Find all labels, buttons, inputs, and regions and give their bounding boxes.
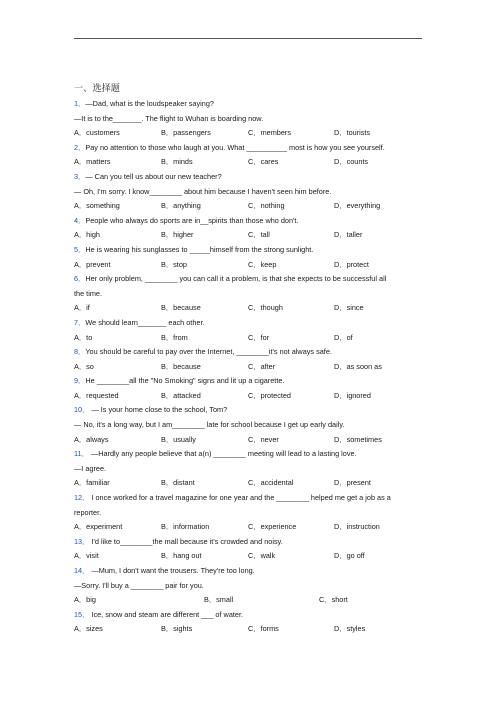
question-text-line xyxy=(74,141,424,156)
question-item xyxy=(74,170,424,214)
option-c[interactable]: C．protected xyxy=(248,390,291,400)
options-row xyxy=(74,126,424,141)
question-number: 6． xyxy=(74,274,86,284)
question-number: 10． xyxy=(74,405,90,415)
options-row xyxy=(74,520,424,535)
option-c[interactable]: C．accidental xyxy=(248,478,294,488)
option-a[interactable]: A．experiment xyxy=(74,522,123,532)
dialogue-line: —Sorry. I'll buy a ________ pair for you. xyxy=(74,580,204,590)
option-d[interactable]: D．styles xyxy=(334,624,366,634)
option-b[interactable]: B．information xyxy=(161,522,210,532)
options-row xyxy=(74,155,424,170)
option-c[interactable]: C．nothing xyxy=(248,201,285,211)
option-d[interactable]: D．counts xyxy=(334,157,369,167)
question-item xyxy=(74,141,424,170)
option-a[interactable]: A．always xyxy=(74,434,109,444)
question-number: 2． xyxy=(74,142,86,152)
option-a[interactable]: A．so xyxy=(74,361,94,371)
option-c[interactable]: C．cares xyxy=(248,157,279,167)
option-b[interactable]: B．stop xyxy=(161,259,187,269)
option-a[interactable]: A．familiar xyxy=(74,478,110,488)
question-number: 1． xyxy=(74,99,86,108)
question-item xyxy=(74,403,424,447)
option-a[interactable]: A．matters xyxy=(74,157,111,167)
question-stem: People who always do sports are in__spirits than those who don't. xyxy=(85,215,299,225)
question-text-line xyxy=(74,491,424,506)
option-b[interactable]: B．small xyxy=(204,595,234,605)
option-a[interactable]: A．requested xyxy=(74,390,119,400)
option-a[interactable]: A．something xyxy=(74,201,120,211)
option-a[interactable]: A．customers xyxy=(74,128,120,138)
option-d[interactable]: D．of xyxy=(334,332,353,342)
question-number: 14． xyxy=(74,566,90,575)
question-stem: He ________all the "No Smoking" signs and lit up a cigarette. xyxy=(85,376,285,386)
question-text-line xyxy=(74,272,424,287)
question-stem: —Dad, what is the loudspeaker saying? xyxy=(85,99,214,108)
question-item xyxy=(74,345,424,374)
question-stem: reporter. xyxy=(74,507,102,517)
option-d[interactable]: D．protect xyxy=(334,259,369,269)
options-row xyxy=(74,433,424,448)
option-d[interactable]: D．sometimes xyxy=(334,434,382,444)
question-stem: You should be careful to pay over the Internet, ________it's not always safe. xyxy=(85,347,332,357)
option-c[interactable]: C．short xyxy=(319,595,348,605)
question-number: 13． xyxy=(74,536,90,546)
options-row xyxy=(74,389,424,404)
question-item xyxy=(74,491,424,535)
question-number: 11． xyxy=(74,449,89,459)
option-d[interactable]: D．since xyxy=(334,303,364,313)
option-c[interactable]: C．never xyxy=(248,434,279,444)
options-row xyxy=(74,593,424,608)
question-stem: Ice, snow and steam are different ___ of water. xyxy=(89,609,244,619)
question-item xyxy=(74,97,424,141)
question-stem: — Is your home close to the school, Tom? xyxy=(89,405,228,415)
question-number: 4． xyxy=(74,215,86,225)
question-item xyxy=(74,272,424,316)
question-text-line xyxy=(74,374,424,389)
options-row xyxy=(74,258,424,273)
question-stem: Pay no attention to those who laugh at you. What __________ most is how you see yourself. xyxy=(85,142,385,152)
option-a[interactable]: A．prevent xyxy=(74,259,111,269)
question-text-line xyxy=(74,345,424,360)
option-d[interactable]: D．as soon as xyxy=(334,361,382,371)
option-c[interactable]: C．members xyxy=(248,128,291,138)
dialogue-line: — Oh, I'm sorry. I know________ about him because I haven't seen him before. xyxy=(74,186,332,196)
options-row xyxy=(74,228,424,243)
question-stem: He is wearing his sunglasses to _____himself from the strong sunlight. xyxy=(85,244,314,254)
question-item xyxy=(74,608,424,637)
option-b[interactable]: B．because xyxy=(161,361,201,371)
question-text-line xyxy=(74,564,424,579)
option-b[interactable]: B．attacked xyxy=(161,390,201,400)
option-d[interactable]: D．go off xyxy=(334,551,365,561)
option-c[interactable]: C．though xyxy=(248,303,283,313)
question-text-line xyxy=(74,287,424,302)
option-b[interactable]: B．usually xyxy=(161,434,196,444)
question-item xyxy=(74,243,424,272)
option-c[interactable]: C．forms xyxy=(248,624,279,634)
question-text-line xyxy=(74,243,424,258)
question-text-line xyxy=(74,403,424,418)
option-d[interactable]: D．ignored xyxy=(334,390,371,400)
question-stem: — Can you tell us about our new teacher? xyxy=(85,171,222,181)
dialogue-line: —It is to the_______. The flight to Wuhan is boarding now. xyxy=(74,113,264,123)
question-number: 8． xyxy=(74,347,86,357)
question-number: 5． xyxy=(74,244,86,254)
question-item xyxy=(74,316,424,345)
question-stem: —Mum, I don't want the trousers. They're too long. xyxy=(89,566,255,575)
option-d[interactable]: D．present xyxy=(334,478,371,488)
option-d[interactable]: D．taller xyxy=(334,230,363,240)
question-item xyxy=(74,447,424,491)
options-row xyxy=(74,476,424,491)
question-item xyxy=(74,535,424,564)
option-c[interactable]: C．walk xyxy=(248,551,276,561)
question-stem: I'd like to________the mall because it's crowded and noisy. xyxy=(89,536,283,546)
question-stem: —Hardly any people believe that a(n) ________ meeting will lead to a lasting love. xyxy=(88,449,357,459)
question-item xyxy=(74,374,424,403)
question-text-line xyxy=(74,608,424,623)
question-stem: I once worked for a travel magazine for one year and the ________ helped me get a job as a xyxy=(89,493,391,503)
option-b[interactable]: B．passengers xyxy=(161,128,211,138)
option-b[interactable]: B．higher xyxy=(161,230,194,240)
question-number: 12． xyxy=(74,493,90,503)
option-c[interactable]: C．for xyxy=(248,332,270,342)
question-stem: We should learn_______ each other. xyxy=(85,317,205,327)
options-row xyxy=(74,360,424,375)
question-stem: Her only problem, ________ you can call it a problem, is that she expects to be successful all xyxy=(85,274,387,284)
option-a[interactable]: A．high xyxy=(74,230,100,240)
options-row xyxy=(74,549,424,564)
section-title: 一、选择题 xyxy=(74,83,120,93)
question-item xyxy=(74,214,424,243)
question-text-line xyxy=(74,447,424,462)
option-a[interactable]: A．visit xyxy=(74,551,99,561)
question-list xyxy=(74,97,424,637)
option-d[interactable]: D．instruction xyxy=(334,522,380,532)
question-text-line xyxy=(74,506,424,521)
question-text-line xyxy=(74,170,424,185)
question-stem: the time. xyxy=(74,288,102,298)
options-row xyxy=(74,301,424,316)
option-b[interactable]: B．from xyxy=(161,332,188,342)
option-d[interactable]: D．tourists xyxy=(334,128,371,138)
option-c[interactable]: C．keep xyxy=(248,259,277,269)
question-number: 3． xyxy=(74,171,86,181)
option-b[interactable]: B．sights xyxy=(161,624,193,634)
option-b[interactable]: B．anything xyxy=(161,201,201,211)
header-rule xyxy=(74,38,422,39)
option-c[interactable]: C．after xyxy=(248,361,276,371)
question-text-line xyxy=(74,535,424,550)
option-a[interactable]: A．sizes xyxy=(74,624,103,634)
dialogue-line: — No, it's a long way, but I am________ late for school because I get up early daily. xyxy=(74,420,345,430)
options-row xyxy=(74,331,424,346)
question-item xyxy=(74,564,424,608)
options-row xyxy=(74,199,424,214)
option-b[interactable]: B．because xyxy=(161,303,201,313)
question-number: 9． xyxy=(74,376,86,386)
option-a[interactable]: A．big xyxy=(74,595,96,605)
question-text-line xyxy=(74,214,424,229)
question-number: 15． xyxy=(74,609,90,619)
option-c[interactable]: C．tall xyxy=(248,230,270,240)
options-row xyxy=(74,622,424,637)
option-b[interactable]: B．hang out xyxy=(161,551,202,561)
option-a[interactable]: A．if xyxy=(74,303,90,313)
option-a[interactable]: A．to xyxy=(74,332,93,342)
question-number: 7． xyxy=(74,317,86,327)
option-b[interactable]: B．distant xyxy=(161,478,195,488)
question-text-line xyxy=(74,316,424,331)
question-text-line xyxy=(74,97,424,112)
option-c[interactable]: C．experience xyxy=(248,522,297,532)
option-d[interactable]: D．everything xyxy=(334,201,381,211)
dialogue-line: —I agree. xyxy=(74,463,107,473)
option-b[interactable]: B．minds xyxy=(161,157,193,167)
